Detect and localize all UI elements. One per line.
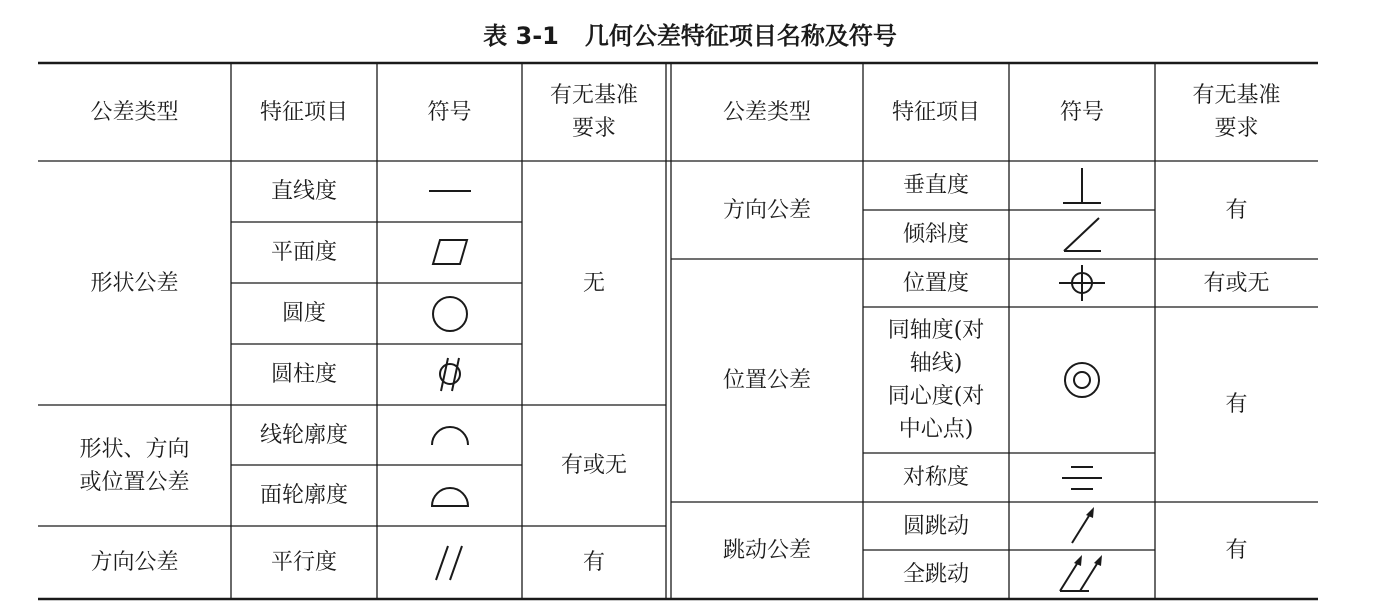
header-tolerance-type-right: 公差类型 [722, 99, 811, 125]
coaxiality-line1: 同轴度(对 [887, 318, 985, 343]
item-line-profile: 线轮廓度 [259, 422, 348, 448]
item-straightness: 直线度 [270, 179, 337, 204]
item-parallelism: 平行度 [270, 550, 337, 575]
total-runout-icon [1056, 553, 1106, 597]
coaxiality-line2: 轴线) [909, 351, 963, 376]
header-tolerance-type-left: 公差类型 [90, 99, 179, 125]
header-datum-line1: 有无基准 [549, 83, 638, 108]
item-roundness: 圆度 [281, 301, 326, 326]
surface-profile-icon [428, 481, 472, 511]
group-profile-line1: 形状、方向 [79, 436, 190, 462]
item-circular-runout: 圆跳动 [902, 513, 969, 539]
symmetry-icon [1059, 460, 1105, 496]
header-characteristic-right: 特征项目 [891, 99, 980, 125]
item-perpendicularity: 垂直度 [902, 173, 969, 198]
flatness-icon [425, 237, 475, 267]
datum-location: 有 [1225, 392, 1248, 417]
position-icon [1057, 263, 1107, 303]
datum-profile: 有或无 [560, 453, 627, 478]
header-symbol-left: 符号 [427, 99, 472, 125]
concentricity-line2: 中心点) [898, 417, 974, 442]
header-datum-line1: 有无基准 [1192, 83, 1281, 108]
datum-orientation-left: 有 [582, 550, 605, 575]
group-profile-tolerance [38, 405, 231, 526]
angularity-icon [1059, 213, 1105, 255]
header-datum-line2: 要求 [1214, 116, 1259, 141]
item-surface-profile: 面轮廓度 [259, 483, 348, 508]
datum-orientation-right: 有 [1225, 197, 1248, 223]
line-profile-icon [428, 420, 472, 450]
parallelism-icon [428, 543, 472, 583]
datum-position: 有或无 [1203, 270, 1270, 296]
header-datum-left [522, 63, 666, 161]
group-profile-line2: 或位置公差 [79, 469, 190, 495]
item-total-runout: 全跳动 [902, 562, 969, 587]
concentricity-line1: 同心度(对 [887, 384, 985, 409]
table-number: 表 3-1 [483, 22, 559, 50]
item-flatness: 平面度 [270, 240, 337, 265]
group-location-tolerance: 位置公差 [722, 368, 811, 393]
table-caption: 几何公差特征项目名称及符号 [584, 22, 897, 50]
header-datum-right [1155, 63, 1318, 161]
group-runout-tolerance: 跳动公差 [722, 538, 811, 563]
header-symbol-right: 符号 [1059, 99, 1104, 125]
item-angularity: 倾斜度 [902, 222, 969, 247]
item-coaxiality-concentricity [863, 307, 1009, 453]
item-position: 位置度 [902, 270, 969, 296]
straightness-icon [425, 176, 475, 206]
group-form-tolerance: 形状公差 [90, 270, 179, 296]
group-orientation-tolerance-right: 方向公差 [722, 197, 811, 223]
circular-runout-icon [1062, 505, 1102, 547]
roundness-icon [429, 294, 471, 334]
header-datum-line2: 要求 [571, 116, 616, 141]
datum-form: 无 [582, 270, 605, 296]
perpendicularity-icon [1059, 165, 1105, 207]
header-characteristic-left: 特征项目 [259, 99, 348, 125]
cylindricity-icon [428, 355, 472, 395]
group-orientation-tolerance-left: 方向公差 [90, 550, 179, 575]
item-cylindricity: 圆柱度 [270, 362, 337, 387]
item-symmetry: 对称度 [902, 465, 969, 490]
concentricity-icon [1062, 360, 1102, 400]
datum-runout: 有 [1225, 538, 1248, 563]
